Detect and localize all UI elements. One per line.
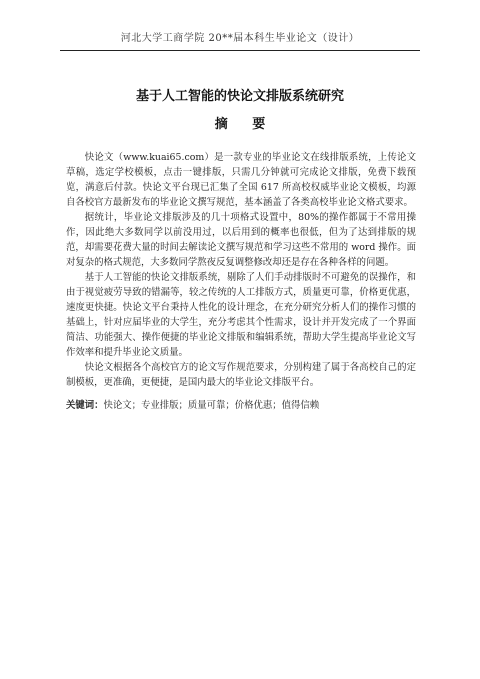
abstract-body xyxy=(66,150,416,413)
abstract-paragraph-4: 快论文根据各个高校官方的论文写作规范要求，分别构建了属于各高校自己的定制模板，更准确，更便捷，是国内最大的毕业论文排版平台。 xyxy=(66,362,416,388)
abstract-heading: 摘 要 xyxy=(214,117,276,132)
abstract-paragraph-3: 基于人工智能的快论文排版系统，剔除了人们手动排版时不可避免的误操作，和由于视觉疲劳导致的错漏等，较之传统的人工排版方式，质量更可靠，价格更优惠，速度更快捷。快论文平台秉持人性化的设计理念，在充分研究分析人们的操作习惯的基础上，针对应届毕业的大学生，充分考虑其个性需求，设计并开发完成了一个界面简洁、功能强大、操作便捷的毕业论文排版和编辑系统，帮助大学生提高毕业论文写作效率和提升毕业论文质量。 xyxy=(66,272,416,358)
abstract-paragraph-2: 据统计，毕业论文排版涉及的几十项格式设置中，80%的操作都属于不常用操作，因此绝大多数同学以前没用过，以后用到的概率也很低，但为了达到排版的规范，却需要花费大量的时间去解读论文撰写规范和学习这些不常用的 word 操作。面对复杂的格式规范，大多数同学熬夜反复调整修改却还是存在各种各样的问题。 xyxy=(66,212,416,268)
keywords-line xyxy=(66,398,416,413)
keywords-label: 关键词： xyxy=(66,400,104,411)
running-header: 河北大学工商学院 20**届本科生毕业论文（设计） xyxy=(60,32,420,51)
abstract-paragraph-1: 快论文（www.kuai65.com）是一款专业的毕业论文在线排版系统，上传论文草稿，选定学校模板，点击一键排版，只需几分钟就可完成论文排版，免费下载预览，满意后付款。快论文平台现已汇集了全国 617 所高校权威毕业论文模板，均源自各校官方最新发布的毕业论文撰写规范，基本涵盖了各类高校毕业论文格式要求。 xyxy=(66,152,416,208)
keywords-text: 快论文；专业排版；质量可靠；价格优惠；值得信赖 xyxy=(103,400,320,411)
paper-title: 基于人工智能的快论文排版系统研究 xyxy=(135,89,344,104)
